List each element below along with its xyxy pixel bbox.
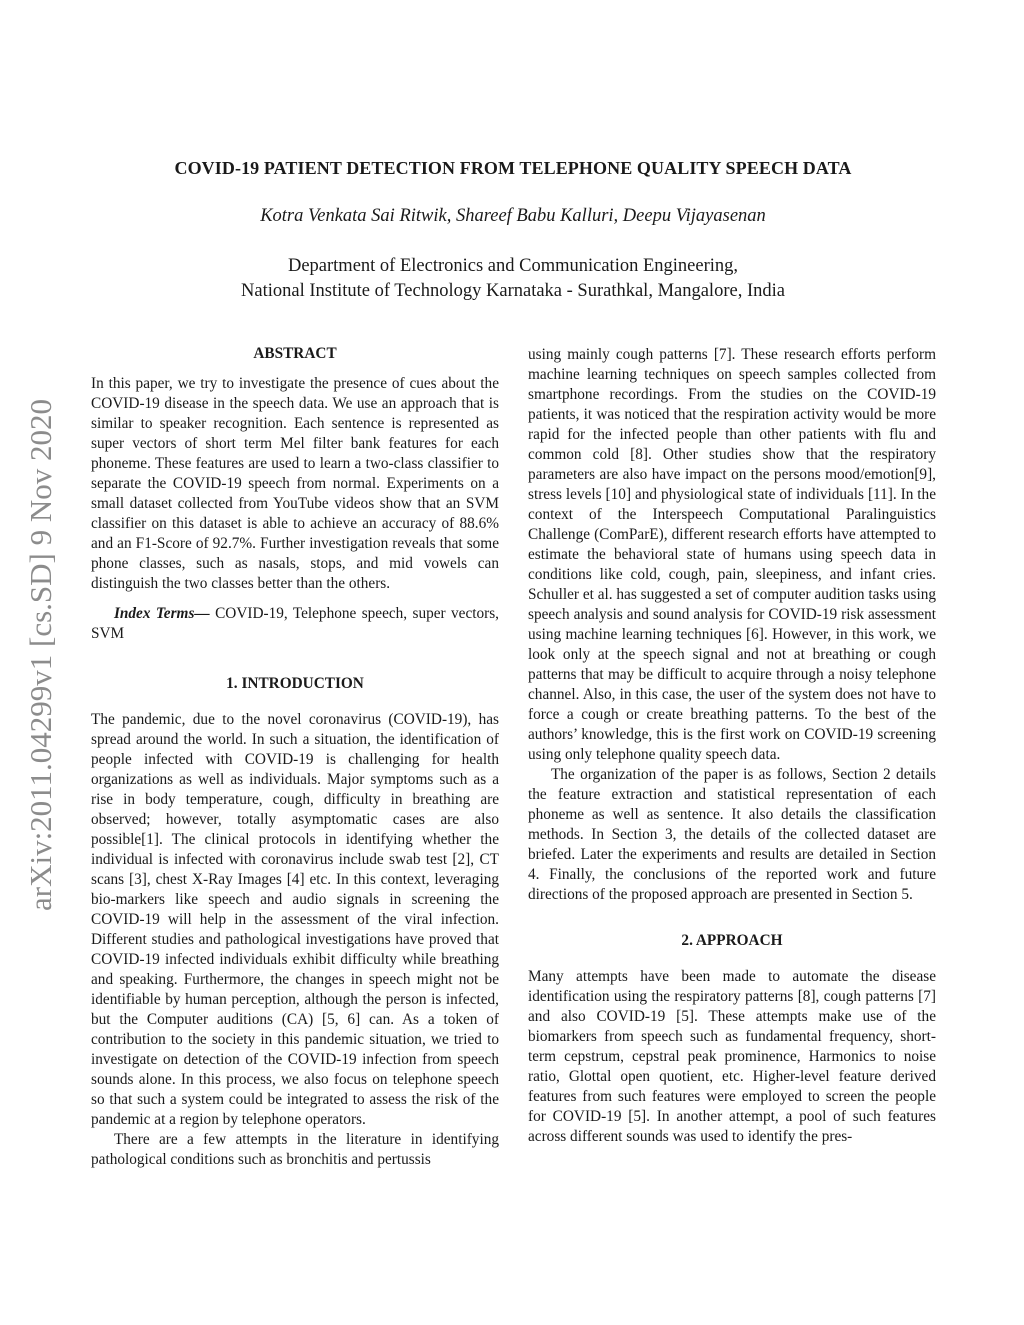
approach-paragraph-1: Many attempts have been made to automate the disease identification using the respiratory patterns [8], cough patterns [7] and also COVID-19 [5]. These attempts make use of the biomarkers from speech such as fundamental frequency, short-term cepstrum, cepstral peak prominence, Harmonics to noise ratio, Glottal open quotient, etc. Higher-level feature derived features from such features were employed to screen the people for COVID-19 [5]. In another attempt, a pool of such features across different sounds was used to identify the pres- (528, 968, 936, 1145)
introduction-heading: 1. INTRODUCTION (226, 675, 364, 692)
abstract-text: In this paper, we try to investigate the presence of cues about the COVID-19 disease in the speech data. We use an approach that is similar to speaker recognition. Each sentence is represented as super vectors of short term Mel filter bank features for each phoneme. These features are used to learn a two-class classifier to separate the COVID-19 speech from normal. Experiments on a small dataset collected from YouTube videos show that an SVM classifier on this dataset is able to achieve an accuracy of 88.6% and an F1-Score of 92.7%. Further investigation reveals that some phone classes, such as nasals, stops, and mid vowels can distinguish the two classes better than the others. (91, 375, 499, 592)
intro-paragraph-2: There are a few attempts in the literature in identifying pathological conditions such as bronchitis and pertussis (91, 1131, 499, 1168)
index-terms (91, 604, 499, 644)
paper-title: COVID-19 PATIENT DETECTION FROM TELEPHONE QUALITY SPEECH DATA (174, 158, 852, 178)
approach-heading: 2. APPROACH (681, 932, 783, 949)
index-terms-text: COVID-19, Telephone speech, super vectors, SVM (91, 605, 500, 642)
abstract-heading: ABSTRACT (253, 345, 337, 362)
left-column (91, 344, 499, 1170)
affiliation-line-1: Department of Electronics and Communication Engineering, (287, 256, 739, 276)
intro-paragraph-1: The pandemic, due to the novel coronavirus (COVID-19), has spread around the world. In such a situation, the identification of people infected with COVID-19 is challenging for health organizations as well as individuals. Major symptoms such as a rise in body temperature, cough, difficulty in breathing are observed; however, totally asymptomatic cases are also possible[1]. The clinical protocols in identifying whether the individual is infected with coronavirus include swab test [2], CT scans [3], chest X-Ray Images [4] etc. In this context, leveraging bio-markers like speech and audio signals in screening the COVID-19 will help in the assessment of the viral infection. Different studies and pathological investigations have proved that COVID-19 infected individuals exhibit difficulty while breathing and speaking. Furthermore, the changes in speech might not be identifiable by human perception, although the person is infected, but the Computer auditions (CA) [5, 6] can. As a token of contribution to the society in this pandemic situation, we tried to investigate on detection of the COVID-19 infection from speech sounds alone. In this process, we also focus on telephone speech so that such a system could be integrated to assess the risk of the pandemic at a region by telephone operators. (91, 711, 499, 1128)
paper-authors: Kotra Venkata Sai Ritwik, Shareef Babu Kalluri, Deepu Vijayasenan (260, 206, 766, 226)
paper-affiliation (90, 254, 936, 304)
affiliation-line-2: National Institute of Technology Karnataka - Surathkal, Mangalore, India (241, 281, 785, 301)
index-terms-label: Index Terms— (113, 605, 210, 622)
arxiv-identifier-text: arXiv:2011.04299v1 [cs.SD] 9 Nov 2020 (23, 398, 58, 912)
arxiv-identifier (20, 355, 62, 955)
right-column (528, 345, 936, 1147)
intro-paragraph-2-continued: using mainly cough patterns [7]. These research efforts perform machine learning techniques on speech samples collected from smartphone recordings. From the studies on the COVID-19 patients, it was noticed that the respiration activity would be more rapid for the infected people than other patients with flu and common cold [8]. Other studies show that the respiratory parameters are also have impact on the persons mood/emotion[9], stress levels [10] and physiological state of individuals [11]. In the context of the Interspeech Computational Paralinguistics Challenge (ComParE), different research efforts have attempted to estimate the behavioral state of humans using speech data in conditions like cold, cough, pain, sleepiness, and infant cries. Schuller et al. has suggested a set of computer audition tasks using speech analysis and sound analysis for COVID-19 risk assessment using machine learning techniques [6]. However, in this work, we look only at the speech signal and not at breathing or cough patterns that may be difficult to acquire through a noisy telephone channel. Also, in this case, the user of the system does not have to force a cough or create breathing patterns. To the best of the authors’ knowledge, this is the first work on COVID-19 screening using only telephone quality speech data. (528, 346, 936, 763)
intro-paragraph-3: The organization of the paper is as follows, Section 2 details the feature extraction and statistical representation of each phoneme as well as sentence. It also details the classification methods. In Section 3, the details of the collected dataset are briefed. Later the experiments and results are detailed in Section 4. Finally, the conclusions of the reported work and future directions of the proposed approach are presented in Section 5. (528, 766, 936, 903)
